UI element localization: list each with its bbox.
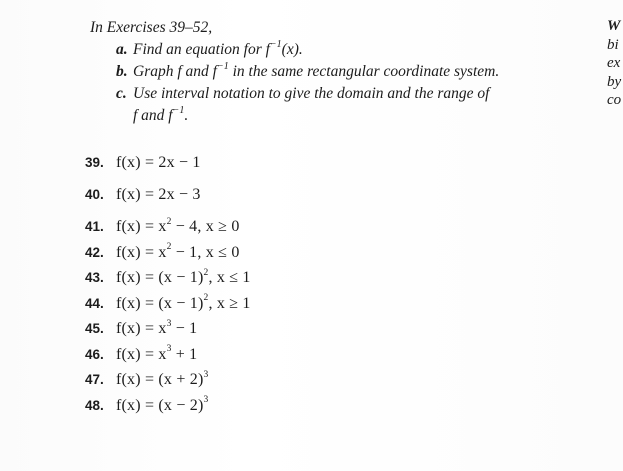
expression-text: − 4, x ≥ 0 (171, 218, 240, 235)
exercise-number: 47. (85, 372, 104, 387)
expression-text: f(x) = x (116, 218, 167, 235)
exercise-number: 46. (85, 346, 104, 362)
expression-text: f(x) = x (116, 345, 167, 363)
part-letter: b. (116, 63, 128, 80)
exercise-expression (116, 185, 201, 205)
part-text: Graph f and f (133, 63, 217, 80)
exponent: 2 (166, 216, 172, 227)
expression-text: f(x) = 2x − 1 (116, 154, 201, 171)
exercise-item (85, 217, 251, 243)
instruction-part-c (90, 83, 600, 105)
margin-text: by (607, 73, 622, 90)
expression-text: f(x) = (x − 1) (116, 294, 204, 312)
part-text-after: in the same rectangular coordinate system. (228, 63, 500, 80)
instruction-part-c-continued (90, 105, 600, 127)
margin-text: ex (607, 55, 621, 71)
exercise-item (85, 319, 251, 345)
exercise-number: 43. (85, 270, 104, 285)
expression-text: + 1 (171, 345, 198, 363)
expression-text: , x ≥ 1 (208, 294, 251, 312)
expression-text: f(x) = (x − 2) (116, 396, 204, 414)
exercise-item (85, 153, 251, 185)
exercise-list (85, 153, 251, 421)
margin-text: bi (607, 36, 619, 53)
part-text-after: . (184, 107, 189, 124)
exponent: 3 (203, 369, 209, 380)
part-math: f (265, 41, 270, 58)
exponent: 3 (166, 318, 172, 329)
exercise-item (85, 396, 251, 422)
expression-text: f(x) = (x − 1) (116, 269, 204, 286)
exercise-instructions (90, 17, 600, 127)
exponent: 3 (166, 344, 172, 355)
expression-text: , x ≤ 1 (208, 269, 251, 286)
exercise-number: 41. (85, 219, 104, 234)
exercise-expression (116, 396, 208, 416)
instruction-part-b (90, 61, 600, 83)
exercise-expression (116, 319, 197, 339)
exercise-number: 48. (85, 397, 104, 413)
exponent: 2 (166, 242, 172, 253)
part-superscript: −1 (269, 38, 282, 50)
exercise-item (85, 243, 251, 269)
instructions-heading-text: In Exercises 39–52, (90, 19, 213, 36)
exercise-item (85, 294, 251, 320)
exercise-expression (116, 268, 251, 288)
margin-text: W (607, 18, 621, 34)
expression-text: − 1 (171, 320, 198, 337)
exercise-expression (116, 243, 240, 263)
part-text: f and f (133, 107, 173, 124)
margin-text: co (607, 92, 622, 108)
exercise-item (85, 185, 251, 217)
part-text-after: (x). (281, 41, 303, 58)
exercise-expression (116, 217, 240, 237)
exponent: 2 (203, 293, 209, 304)
part-text: Use interval notation to give the domain and the range of (133, 85, 490, 102)
part-superscript: −1 (172, 104, 185, 116)
exercise-expression (116, 294, 251, 314)
adjacent-column-fragment (607, 17, 623, 110)
part-letter: c. (116, 85, 127, 102)
exercise-number: 44. (85, 295, 104, 311)
part-superscript: −1 (216, 60, 229, 72)
expression-text: f(x) = x (116, 243, 167, 261)
exercise-number: 42. (85, 244, 104, 260)
exercise-item (85, 345, 251, 371)
part-text: Find an equation for (133, 41, 266, 58)
expression-text: f(x) = (x + 2) (116, 371, 204, 388)
exercise-item (85, 268, 251, 294)
expression-text: f(x) = x (116, 320, 167, 337)
exercise-expression (116, 370, 208, 390)
exercise-expression (116, 345, 197, 365)
exponent: 2 (203, 267, 209, 278)
exercise-number: 40. (85, 187, 104, 202)
exercise-number: 45. (85, 321, 104, 336)
exponent: 3 (203, 395, 209, 406)
part-letter: a. (116, 41, 128, 58)
exercise-expression (116, 153, 201, 173)
exercise-number: 39. (85, 155, 104, 170)
expression-text: − 1, x ≤ 0 (171, 243, 240, 261)
expression-text: f(x) = 2x − 3 (116, 186, 201, 203)
instruction-part-a (90, 39, 600, 61)
exercise-item (85, 370, 251, 396)
instructions-heading (90, 17, 600, 39)
